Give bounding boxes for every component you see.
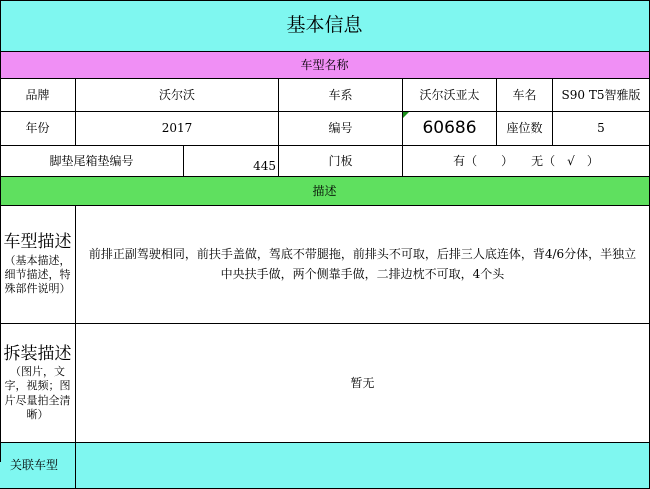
series-value[interactable]: 沃尔沃亚太 <box>403 79 497 112</box>
related-models-label: 关联车型 <box>0 443 76 489</box>
brand-label: 品牌 <box>0 79 76 112</box>
number-label: 编号 <box>279 112 403 146</box>
section-model-name: 车型名称 <box>0 52 650 79</box>
install-desc-hint: （图片，文字，视频；图片尽量拍全清晰） <box>4 365 71 421</box>
mat-code-label: 脚垫尾箱垫编号 <box>0 146 184 177</box>
car-name-value[interactable]: S90 T5智雅版 <box>553 79 650 112</box>
sheet-title: 基本信息 <box>0 0 650 52</box>
section-description: 描述 <box>0 177 650 206</box>
number-value-text: 60686 <box>422 117 477 138</box>
related-models-value[interactable] <box>76 443 650 489</box>
seats-label: 座位数 <box>497 112 553 146</box>
model-desc-hint: （基本描述，细节描述，特殊部件说明） <box>4 253 71 296</box>
sill-options[interactable]: 有（ ） 无（ √ ） <box>403 146 650 177</box>
mat-code-value[interactable]: 445 <box>184 146 279 177</box>
year-value[interactable]: 2017 <box>76 112 279 146</box>
install-desc-heading: 拆装描述 <box>3 343 72 364</box>
number-value[interactable] <box>403 112 497 146</box>
model-desc-text[interactable]: 前排正副驾驶相同，前扶手盖做，驾底不带腿拖，前排头不可取，后排三人底连体，背4/6分体，半独立中央扶手做，两个侧靠手做，二排边枕不可取，4个头 <box>76 206 650 324</box>
model-desc-heading: 车型描述 <box>3 232 72 253</box>
install-desc-label <box>0 324 76 443</box>
brand-value[interactable]: 沃尔沃 <box>76 79 279 112</box>
cell-comment-marker <box>403 112 409 118</box>
year-label: 年份 <box>0 112 76 146</box>
series-label: 车系 <box>279 79 403 112</box>
install-desc-text[interactable]: 暂无 <box>76 324 650 443</box>
seats-value[interactable]: 5 <box>553 112 650 146</box>
car-name-label: 车名 <box>497 79 553 112</box>
model-desc-label <box>0 206 76 324</box>
sill-label: 门板 <box>279 146 403 177</box>
